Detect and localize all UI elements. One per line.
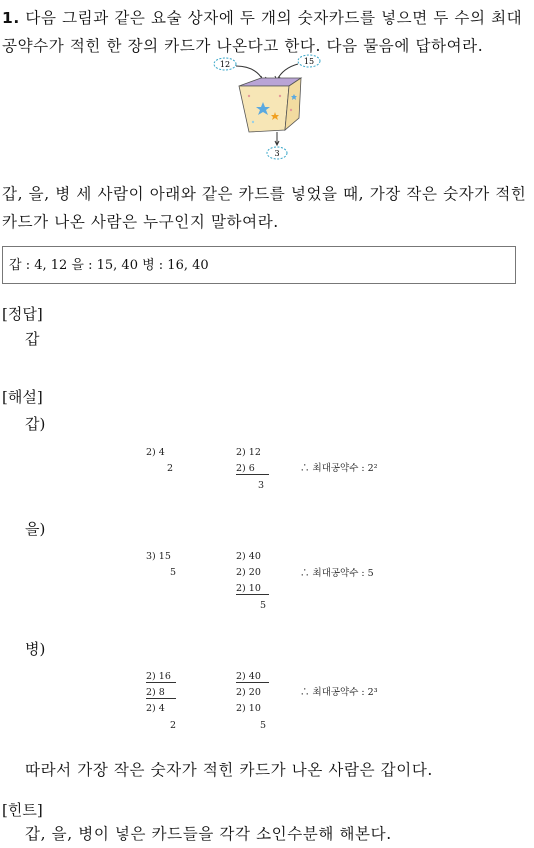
eul-result: ∴ 최대공약수 : 5	[300, 568, 374, 579]
division-row: 2) 10	[236, 703, 261, 714]
division-row: 2) 6	[236, 463, 269, 475]
prompt-text: 갑, 을, 병 세 사람이 아래와 같은 카드를 넣었을 때, 가장 작은 숫자가 적힌 카드가 나온 사람은 누구인지 말하여라.	[2, 185, 527, 231]
eul-label: 을)	[25, 520, 46, 538]
answer-value: 갑	[25, 330, 40, 348]
question-number: 1.	[2, 9, 20, 27]
solution-label: [해설]	[2, 388, 43, 406]
division-row: 2) 12	[236, 447, 261, 458]
cards-box: 갑 : 4, 12 을 : 15, 40 병 : 16, 40	[2, 246, 516, 284]
gap-division-b	[236, 447, 296, 497]
hint-label: [힌트]	[2, 801, 43, 819]
byeong-result: ∴ 최대공약수 : 2³	[300, 687, 378, 698]
division-row: 2) 40	[236, 671, 269, 683]
division-row: 2) 4	[146, 703, 165, 714]
division-row: 2	[170, 720, 177, 731]
gap-label: 갑)	[25, 415, 46, 433]
division-row: 2) 20	[236, 567, 261, 578]
division-row: 3) 15	[146, 551, 171, 562]
division-row: 5	[170, 567, 177, 578]
division-row: 2) 20	[236, 687, 261, 698]
division-row: 2) 16	[146, 671, 176, 683]
input-card-right: 15	[303, 57, 315, 66]
byeong-division-b	[236, 671, 296, 736]
division-row: 2) 10	[236, 583, 269, 595]
division-row: 2) 8	[146, 687, 176, 699]
byeong-label: 병)	[25, 640, 46, 658]
question-text: 다음 그림과 같은 요술 상자에 두 개의 숫자카드를 넣으면 두 수의 최대공약수가 적힌 한 장의 카드가 나온다고 한다. 다음 물음에 답하여라.	[2, 9, 523, 55]
hint-text: 갑, 을, 병이 넣은 카드들을 각각 소인수분해 해본다.	[25, 825, 392, 843]
byeong-division-a	[146, 671, 206, 736]
conclusion-text: 따라서 가장 작은 숫자가 적힌 카드가 나온 사람은 갑이다.	[25, 761, 433, 779]
division-row: 2) 40	[236, 551, 261, 562]
input-card-left: 12	[219, 60, 231, 69]
answer-label: [정답]	[2, 305, 43, 323]
gap-division-a	[146, 447, 206, 487]
division-row: 5	[260, 600, 267, 611]
division-row: 3	[258, 480, 265, 491]
eul-division-b	[236, 551, 296, 616]
division-row: 2) 4	[146, 447, 165, 458]
gap-result: ∴ 최대공약수 : 2²	[300, 463, 378, 474]
output-card: 3	[274, 149, 280, 158]
magic-box-figure	[205, 52, 335, 162]
eul-division-a	[146, 551, 206, 591]
division-row: 5	[260, 720, 267, 731]
division-row: 2	[167, 463, 174, 474]
